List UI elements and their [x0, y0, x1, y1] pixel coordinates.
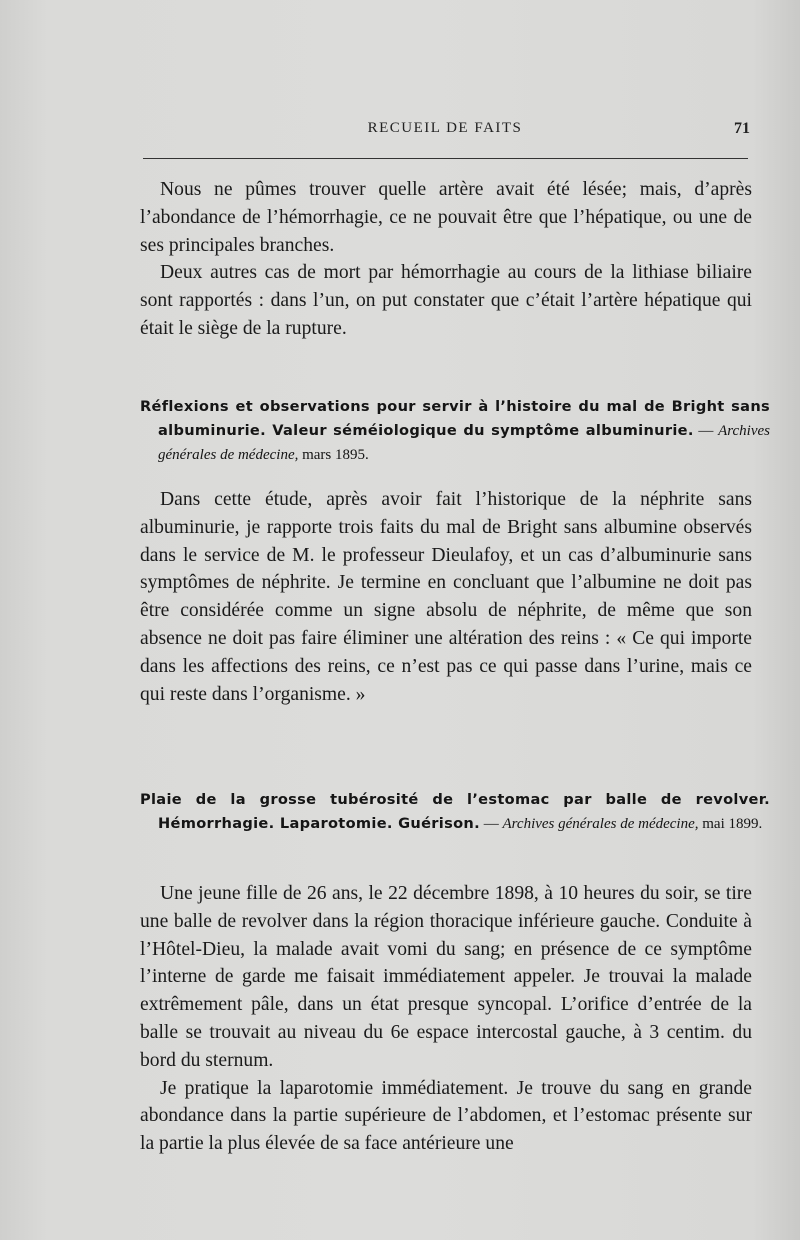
text-block-bright-disease	[140, 486, 752, 708]
page-header	[140, 120, 750, 144]
paragraph: Je pratique la laparotomie immédiatement. Je trouve du sang en grande abondance dans la partie supérieure de l’abdomen, et l’estomac présente sur la partie la plus élevée de sa face antérieure une	[140, 1077, 752, 1155]
section-heading-bright-disease	[140, 395, 770, 468]
section-source: Archives générales de médecine,	[158, 422, 770, 463]
running-title: RECUEIL DE FAITS	[367, 120, 523, 136]
page-number: 71	[734, 120, 750, 137]
text-block-stomach-wound	[140, 880, 752, 1158]
section-title: Réflexions et observations pour servir à l’histoire du mal de Bright sans albuminurie. Valeur séméiologique du symptôme albuminurie.	[140, 398, 770, 439]
paragraph: Nous ne pûmes trouver quelle artère avait été lésée; mais, d’après l’abondance de l’hémorrhagie, ce ne pouvait être que l’hépatique, ou une de ses principales branches.	[140, 179, 752, 256]
paragraph: Deux autres cas de mort par hémorrhagie au cours de la lithiase biliaire sont rapportés : dans l’un, on put constater que c’était l’artère hépatique qui était le siège de la rupture.	[140, 262, 752, 339]
section-date: mai 1899.	[698, 815, 763, 832]
paragraph: Une jeune fille de 26 ans, le 22 décembre 1898, à 10 heures du soir, se tire une balle de revolver dans la région thoracique inférieure gauche. Conduite à l’Hôtel-Dieu, la malade avait vomi du sang; en présence de ce symptôme l’interne de garde me faisait immédiatement appeler. Je trouvai la malade extrêmement pâle, dans un état presque syncopal. L’orifice d’entrée de la balle se trouvait au niveau du 6e espace intercostal gauche, à 3 centim. du bord du sternum.	[140, 883, 752, 1071]
section-title: Plaie de la grosse tubérosité de l’estomac par balle de revolver. Hémorrhagie. Laparotomie. Guérison.	[140, 791, 770, 832]
header-rule	[143, 158, 748, 159]
text-block-hemorrhage-conclusion	[140, 176, 752, 343]
section-date: mars 1895.	[298, 447, 369, 463]
section-dash: —	[479, 815, 503, 832]
section-dash: —	[693, 422, 719, 439]
paragraph: Dans cette étude, après avoir fait l’historique de la néphrite sans albuminurie, je rapporte trois faits du mal de Bright sans albumine observés dans le service de M. le professeur Dieulafoy, et un cas d’albuminurie sans symptômes de néphrite. Je termine en concluant que l’albumine ne doit pas être considérée comme un signe absolu de néphrite, de même que son absence ne doit pas faire éliminer une altération des reins : « Ce qui importe dans les affections des reins, ce n’est pas ce qui passe dans l’urine, mais ce qui reste dans l’organisme. »	[140, 489, 752, 705]
section-heading-stomach-wound	[140, 788, 770, 836]
section-source: Archives générales de médecine,	[502, 815, 699, 832]
